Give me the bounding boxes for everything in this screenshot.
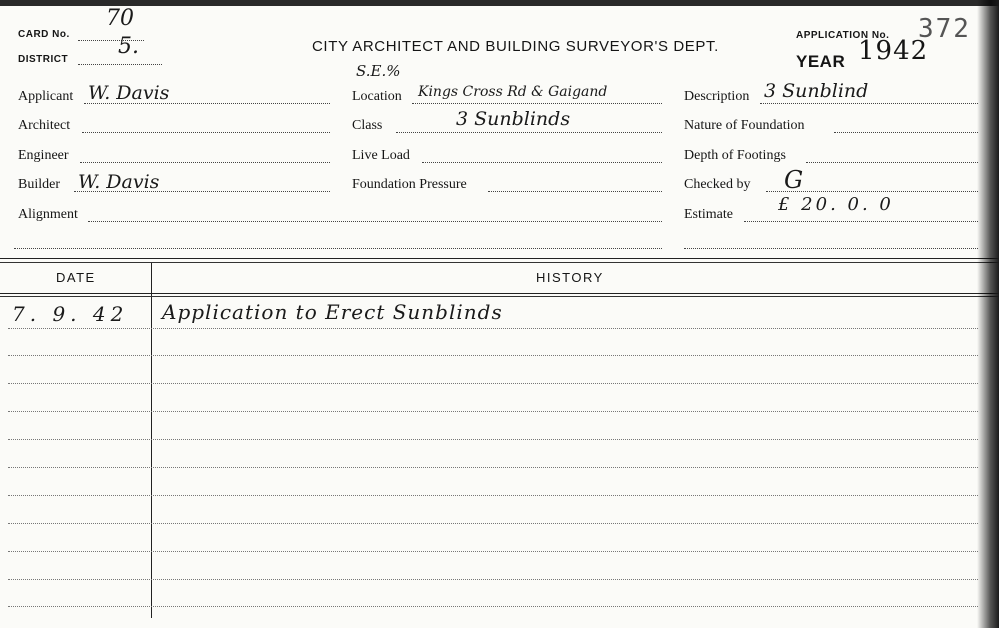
nature-line — [834, 132, 978, 133]
estimate-extra-line — [684, 248, 978, 249]
date-column-header: DATE — [56, 270, 96, 285]
class-value: 3 Sunblinds — [456, 108, 571, 130]
application-no-label: APPLICATION No. — [796, 30, 890, 41]
builder-value: W. Davis — [78, 171, 160, 193]
engineer-line — [80, 162, 330, 163]
location-label: Location — [352, 89, 402, 104]
application-no-value: 372 — [918, 14, 971, 44]
district-value: 5. — [118, 34, 139, 59]
depth-line — [806, 162, 978, 163]
card-right-edge — [977, 0, 999, 628]
class-line — [396, 132, 662, 133]
nature-label: Nature of Foundation — [684, 118, 805, 133]
table-row — [8, 523, 978, 524]
description-value: 3 Sunblind — [764, 80, 869, 102]
header-note: S.E.% — [356, 62, 401, 80]
card-no-label: CARD No. — [18, 29, 70, 40]
location-value: Kings Cross Rd & Gaigand — [418, 84, 608, 100]
estimate-value: £ 20. 0. 0 — [778, 194, 894, 215]
checked-by-value: G — [784, 166, 804, 194]
architect-line — [82, 132, 330, 133]
alignment-label: Alignment — [18, 207, 78, 222]
live-load-line — [422, 162, 662, 163]
description-label: Description — [684, 89, 750, 104]
table-row — [8, 495, 978, 496]
date-column-divider — [151, 263, 152, 618]
foundation-pressure-line — [488, 191, 662, 192]
class-label: Class — [352, 118, 383, 133]
table-row — [8, 606, 978, 607]
history-column-header: HISTORY — [536, 270, 604, 285]
depth-label: Depth of Footings — [684, 148, 786, 163]
district-label: DISTRICT — [18, 54, 69, 65]
description-line — [760, 103, 978, 104]
card-no-value: 70 — [106, 6, 134, 31]
live-load-label: Live Load — [352, 148, 410, 163]
table-header-rule — [0, 293, 999, 294]
engineer-label: Engineer — [18, 148, 69, 163]
history-entry-text: Application to Erect Sunblinds — [162, 300, 503, 324]
location-line — [412, 103, 662, 104]
builder-label: Builder — [18, 177, 60, 192]
year-value: 1942 — [858, 36, 929, 66]
checked-by-label: Checked by — [684, 177, 751, 192]
alignment-extra-line — [14, 248, 662, 249]
table-row — [8, 383, 978, 384]
card-top-edge — [0, 0, 999, 6]
year-label: YEAR — [796, 52, 846, 71]
applicant-value: W. Davis — [88, 82, 170, 104]
table-row — [8, 439, 978, 440]
table-row — [8, 467, 978, 468]
table-header-rule-inner — [0, 296, 999, 297]
applicant-label: Applicant — [18, 89, 74, 104]
alignment-line — [88, 221, 662, 222]
table-top-rule — [0, 258, 999, 259]
history-entry-date: 7. 9. 42 — [12, 302, 129, 326]
estimate-label: Estimate — [684, 207, 733, 222]
table-row — [8, 355, 978, 356]
architect-label: Architect — [18, 118, 71, 133]
page-title: CITY ARCHITECT AND BUILDING SURVEYOR'S DEPT. — [312, 38, 719, 55]
table-row — [8, 411, 978, 412]
table-row — [8, 579, 978, 580]
table-row — [8, 328, 978, 329]
table-row — [8, 551, 978, 552]
foundation-pressure-label: Foundation Pressure — [352, 177, 467, 192]
table-top-rule-inner — [0, 262, 999, 263]
estimate-line — [744, 221, 978, 222]
district-line — [78, 64, 162, 65]
